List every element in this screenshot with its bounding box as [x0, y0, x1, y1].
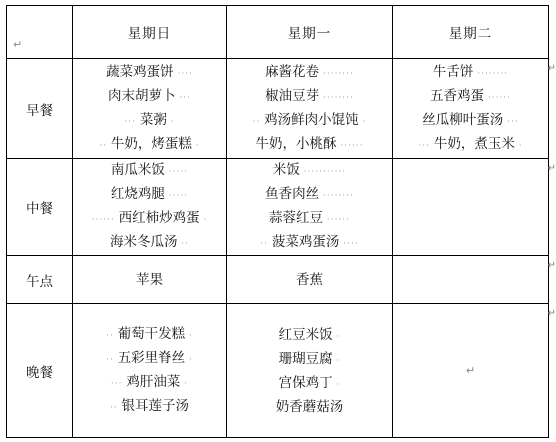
empty-menu-cell: [393, 159, 556, 256]
dish-item: ·· 鸡汤鲜肉小馄饨 ·: [252, 111, 367, 128]
meal-label: 午点: [26, 273, 53, 290]
menu-cell: [227, 159, 393, 256]
row-end-mark: ↵: [547, 63, 556, 74]
table-header-row: [7, 6, 549, 59]
row-end-mark: ↵: [547, 260, 556, 271]
weekly-menu-table: [6, 5, 556, 438]
meal-label: 早餐: [26, 102, 53, 119]
menu-cell: [73, 304, 227, 438]
meal-label: 中餐: [26, 201, 53, 217]
dish-item: 丝瓜柳叶蛋汤 ···: [422, 111, 519, 128]
corner-cell: [7, 6, 73, 59]
dish-item: ·· 葡萄干发糕 ·: [106, 325, 193, 342]
header-day-monday: [227, 6, 393, 59]
menu-cell: [393, 59, 556, 159]
row-label-snack: [7, 256, 73, 304]
dish-item: 椒油豆芽 ········: [265, 87, 354, 104]
header-label: 星期一: [287, 26, 332, 42]
cell-end-mark: ↵: [13, 38, 23, 51]
dish-item: 蔬菜鸡蛋饼 ····: [106, 63, 193, 80]
header-day-sunday: [73, 6, 227, 59]
dish-item: 珊瑚豆腐 ·: [278, 350, 341, 367]
menu-cell: [227, 59, 393, 159]
row-label-breakfast: [7, 59, 73, 159]
dish-item: 南瓜米饭 ·····: [110, 162, 189, 178]
cell-end-mark: ↵: [465, 363, 476, 377]
dish-item: 麻酱花卷 ········: [265, 63, 354, 80]
dish-item: 米饭 ···········: [272, 162, 347, 178]
dish-item: 蒜蓉红豆 ······: [268, 210, 351, 226]
dish-item: 红烧鸡腿 ·····: [110, 186, 189, 202]
dish-item: 香蕉: [296, 271, 323, 288]
header-label: 星期二: [448, 26, 493, 42]
table-row-breakfast: [7, 59, 549, 159]
empty-menu-cell: [393, 256, 556, 304]
table-row-dinner: [7, 304, 549, 438]
table-row-lunch: [7, 159, 549, 256]
dish-item: 五香鸡蛋 ······: [429, 87, 512, 104]
meal-label: 晚餐: [26, 364, 53, 381]
dish-item: 鱼香肉丝 ········: [265, 186, 354, 202]
row-label-lunch: [7, 159, 73, 256]
row-label-dinner: [7, 304, 73, 438]
empty-menu-cell: [393, 304, 556, 438]
menu-cell: [73, 59, 227, 159]
dish-item: ··· 菜粥 ·: [124, 111, 175, 128]
dish-item: 红豆米饭 ·: [278, 326, 341, 343]
row-end-mark: ↵: [547, 308, 556, 319]
dish-item: 奶香蘑菇汤: [275, 398, 344, 415]
menu-cell: [73, 159, 227, 256]
dish-item: ·· 菠菜鸡蛋汤 ····: [260, 234, 359, 250]
dish-item: ··· 鸡肝油菜 ·: [110, 373, 189, 390]
header-day-tuesday: [393, 6, 549, 59]
menu-cell: [227, 256, 393, 304]
dish-item: ······ 西红柿炒鸡蛋 ·: [91, 210, 208, 226]
dish-item: 宫保鸡丁 ·: [278, 374, 341, 391]
header-label: 星期日: [127, 26, 172, 42]
table-row-snack: [7, 256, 549, 304]
dish-item: ·· 五彩里脊丝 ·: [106, 349, 193, 366]
dish-item: 牛舌饼 ········: [432, 63, 509, 80]
dish-item: ·· 牛奶，烤蛋糕 ·: [99, 135, 200, 152]
menu-cell: [227, 304, 393, 438]
dish-item: ·· 银耳莲子汤: [109, 397, 190, 414]
dish-item: 牛奶，小桃酥 ······: [255, 135, 364, 152]
dish-item: 苹果: [136, 271, 163, 288]
menu-cell: [73, 256, 227, 304]
dish-item: 海米冬瓜汤 ··: [109, 234, 190, 250]
row-end-mark: ↵: [547, 163, 556, 174]
dish-item: ··· 牛奶，煮玉米 ·: [418, 135, 523, 152]
dish-item: 肉末胡萝卜 ···: [108, 87, 191, 104]
